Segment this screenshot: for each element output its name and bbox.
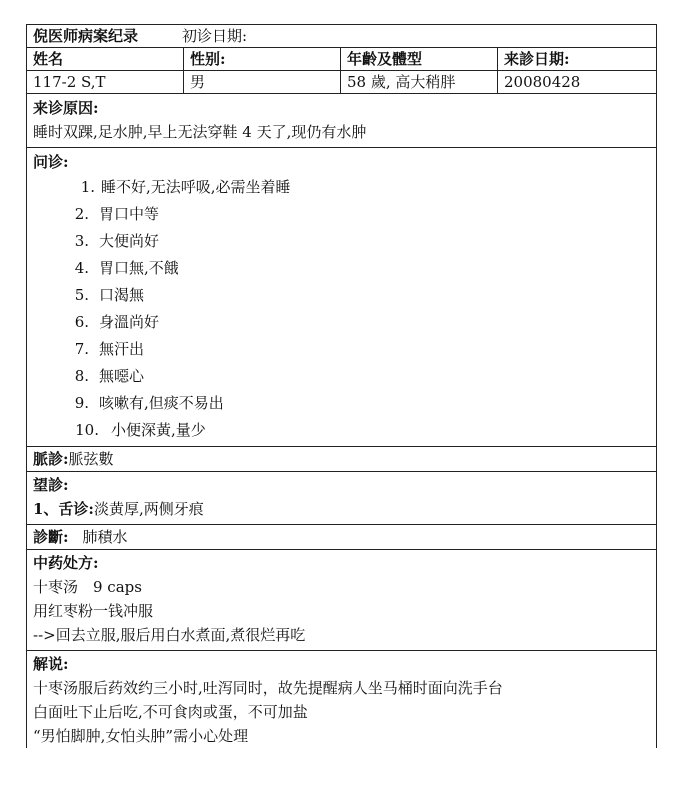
medical-record-table [26,24,657,748]
tongue-label: 1、舌诊: [33,500,94,518]
prescription-line: 十枣汤 9 caps [33,578,142,596]
explanation-label: 解说: [33,655,69,673]
explanation-line: 十枣汤服后药效约三小时,吐泻同时，故先提醒病人坐马桶时面向洗手台 [33,679,503,697]
list-item: 1. 睡不好,无法呼吸,必需坐着睡 [80,178,291,196]
explanation-line: “男怕脚肿,女怕头肿”需小心处理 [33,727,249,745]
inquiry-row [27,148,657,447]
gender-label: 性别: [184,48,341,71]
explanation-line: 白面吐下止后吃,不可食肉或蛋，不可加盐 [33,703,308,721]
name-label: 姓名 [27,48,184,71]
first-visit-label: 初诊日期: [182,27,248,45]
diagnosis-text: 肺積水 [82,528,128,546]
inquiry-list [33,174,650,444]
field-header-row [27,48,657,71]
prescription-label: 中药处方: [33,554,99,572]
field-value-row [27,71,657,94]
explanation-row [27,651,657,749]
pulse-text: 脈弦數 [68,450,114,468]
list-item: 9. 咳嗽有,但痰不易出 [74,394,224,412]
diagnosis-row [27,525,657,550]
prescription-row [27,550,657,651]
pulse-row [27,447,657,472]
prescription-line: 用红枣粉一钱冲服 [33,602,154,620]
visit-date-label: 来診日期: [498,48,657,71]
list-item: 5. 口渴無 [74,286,145,304]
reason-text: 睡时双踝,足水肿,早上无法穿鞋 4 天了,现仍有水肿 [33,123,367,141]
age-label: 年齡及體型 [341,48,498,71]
list-item: 6. 身溫尚好 [74,313,160,331]
age-value: 58 歲, 高大稍胖 [341,71,498,94]
list-item: 7. 無汗出 [74,340,145,358]
observation-row [27,472,657,525]
name-value: 117-2 S,T [27,71,184,94]
list-item: 2. 胃口中等 [74,205,160,223]
list-item: 8. 無噁心 [74,367,145,385]
title-row [27,25,657,48]
inquiry-label: 问诊: [33,153,69,171]
list-item: 10. 小便深黃,量少 [75,421,206,439]
reason-row [27,94,657,148]
tongue-text: 淡黄厚,两侧牙痕 [93,500,204,518]
record-title: 倪医师病案纪录 [33,27,139,45]
medical-record-sheet [26,24,656,748]
list-item: 4. 胃口無,不餓 [74,259,179,277]
list-item: 3. 大便尚好 [74,232,160,250]
gender-value: 男 [184,71,341,94]
prescription-line: -->回去立服,服后用白水煮面,煮很烂再吃 [33,626,306,644]
observation-label: 望診: [33,476,69,494]
reason-label: 来诊原因: [33,99,99,117]
pulse-label: 脈診: [33,450,69,468]
diagnosis-label: 診斷: [33,528,69,546]
visit-date-value: 20080428 [498,71,657,94]
